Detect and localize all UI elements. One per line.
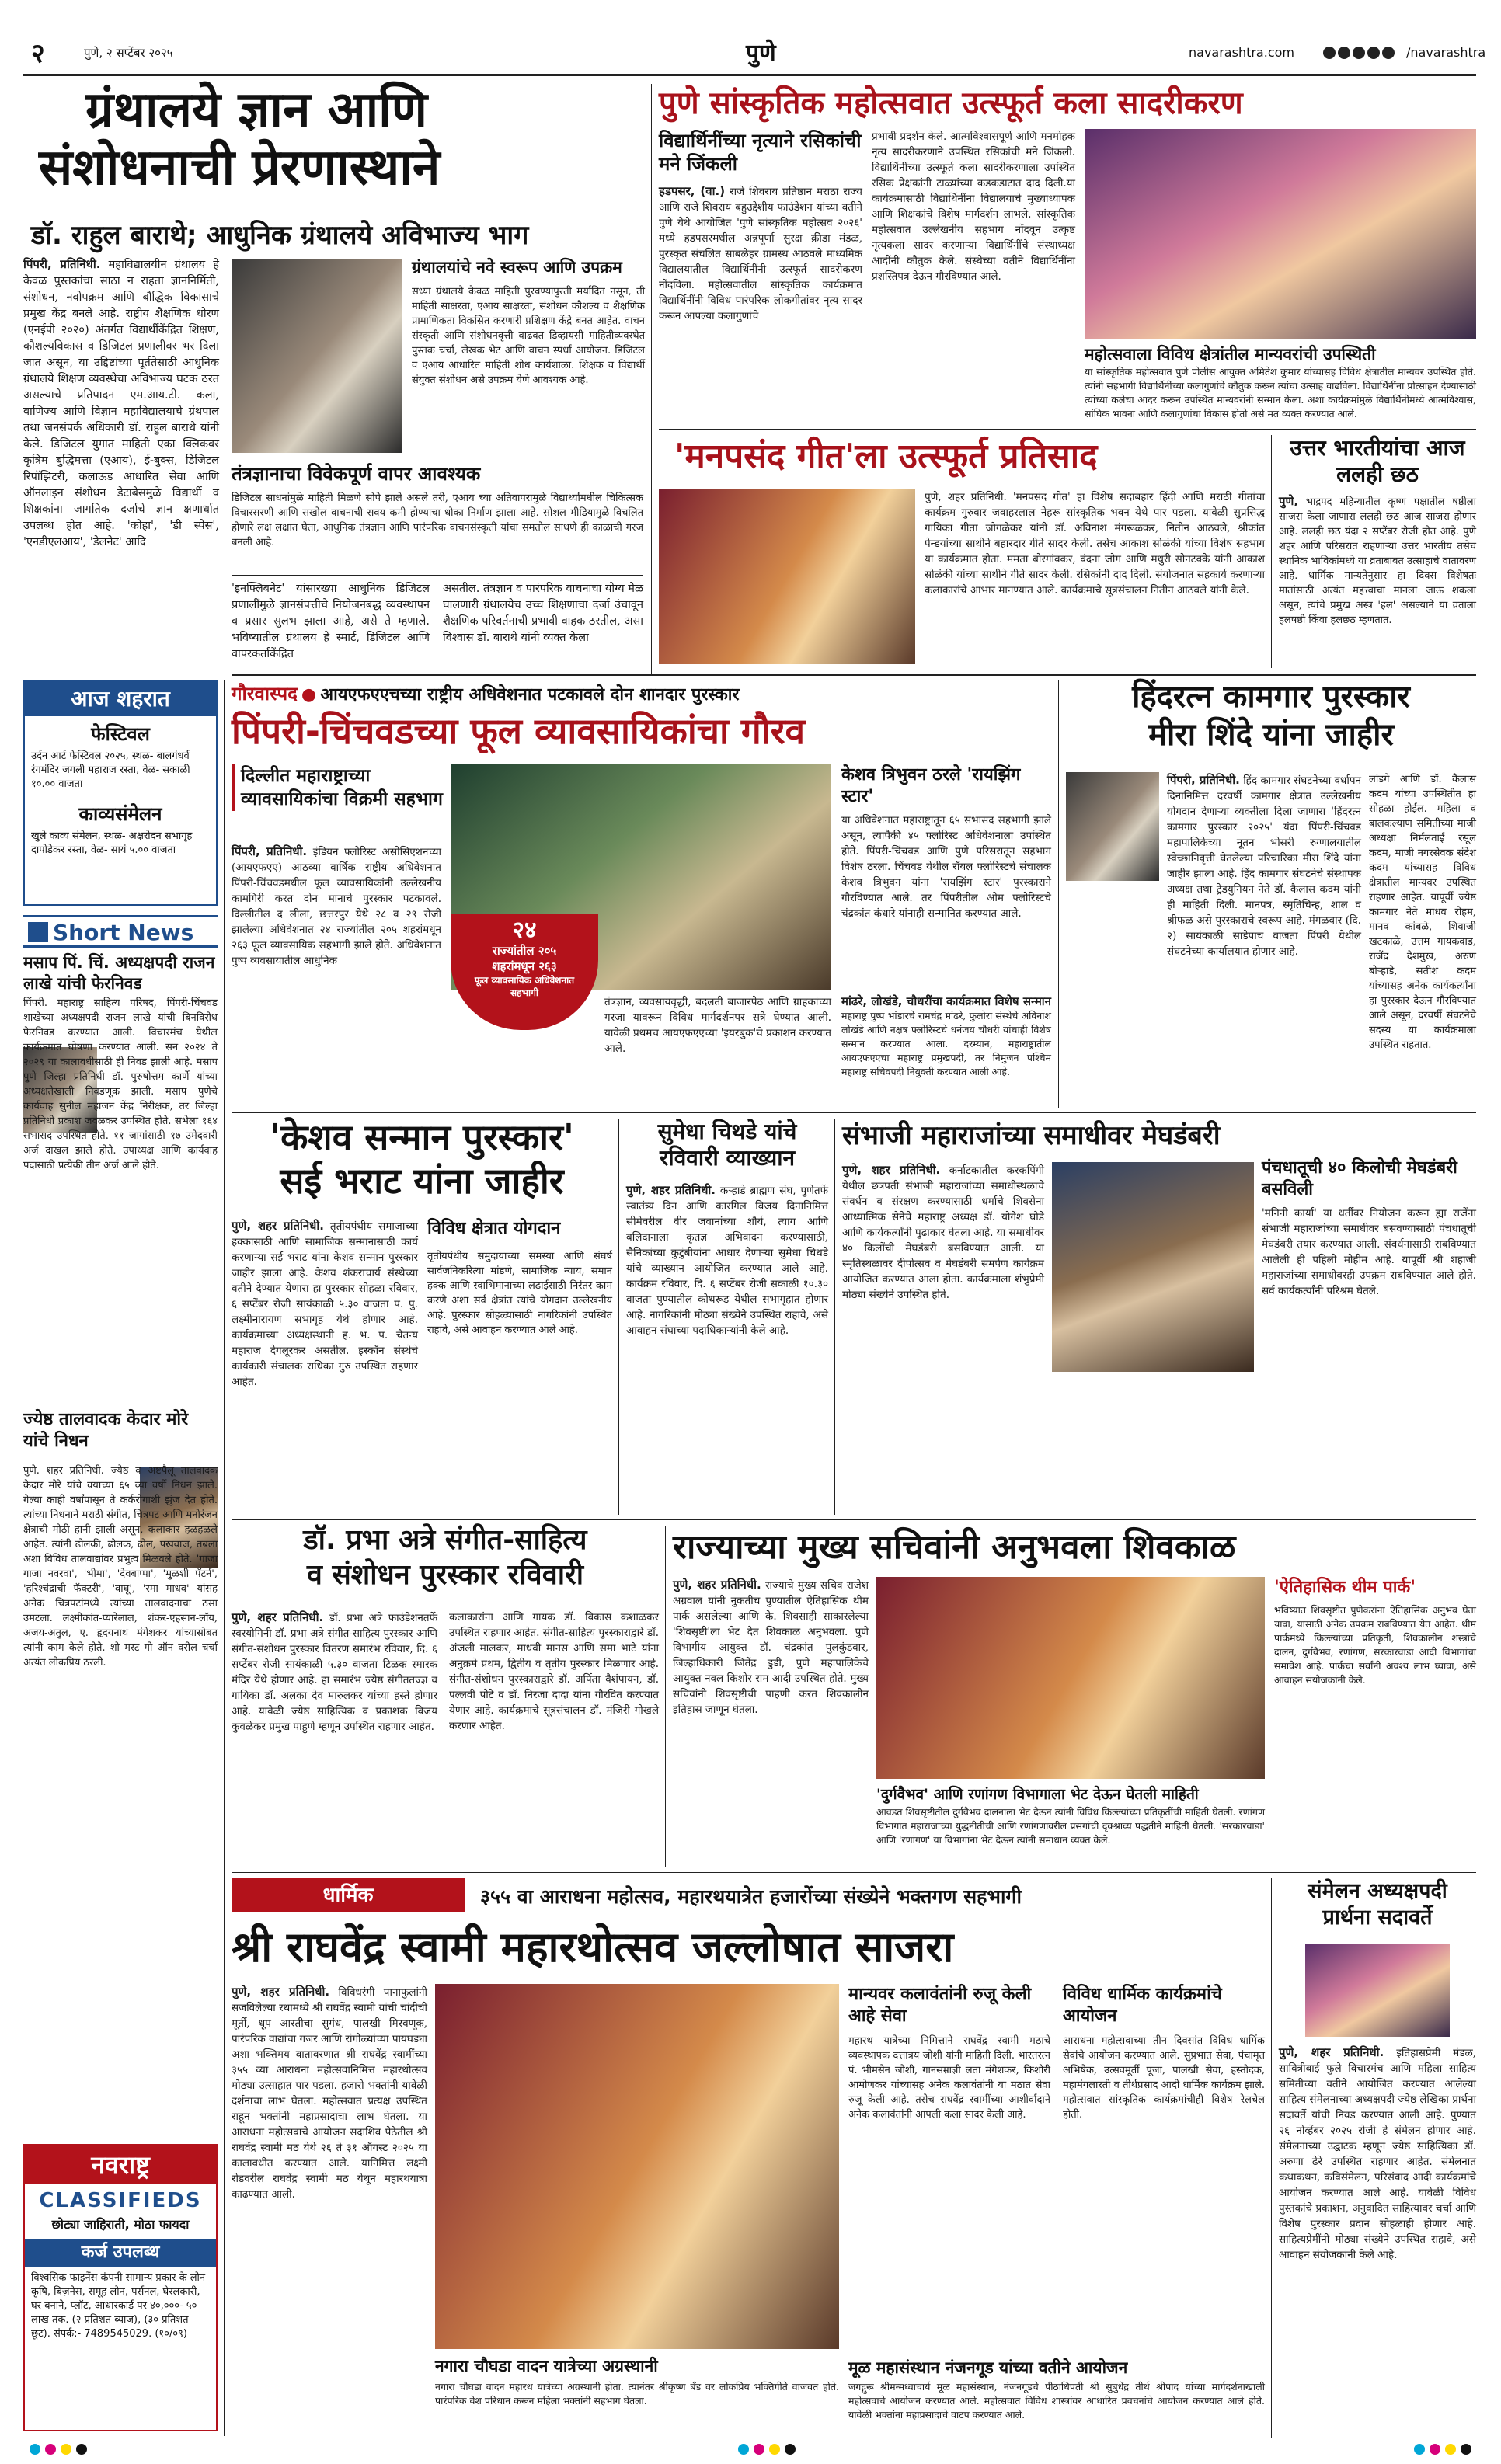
page-number: २ (31, 38, 45, 69)
mandhe-body: मांढरे, लोखंडे, चौधरींचा कार्यक्रमात विशेष सन्मान महाराष्ट्र पुष्प भांडारचे रामचंद्र मांढरे, फुलोरा संस्थेचे अविनाश लोखंडे आणि नक्षत्र फ्लोरिस्टचे धनंजय चौधरी यांचाही विशेष सन्मान करण्यात आला. दरम्यान, महाराष्ट्रातील आयएफएएचा महाराष्ट्र प्रमुखपदी, तर निमुजन पश्चिम महाराष्ट्र सचिवपदी नियुक्ती करण्यात आली आहे. (841, 994, 1051, 1077)
library-headline-1: ग्रंथालये ज्ञान आणि (85, 82, 428, 139)
sammelan-headline-1: संमेलन अध्यक्षपदी (1308, 1879, 1447, 1903)
hindratna-col2: लांडगे आणि डॉ. कैलास कदम यांच्या उपस्थितीत हा सोहळा होईल. महिला व बालकल्याण समितीच्या माजी अध्यक्षा निर्मलताई रसूल कदम, माजी नगरसेवक संदेश कदम यांच्यासह विविध क्षेत्रातील मान्यवर उपस्थित राहणार आहेत. यापूर्वी ज्येष्ठ कामगार नेते माधव रोहम, मानव कांबळे, शिवाजी खटकाळे, उत्तम गायकवाड, राजेंद्र देशमुख, अरुण बोऱ्हाडे, सतीश कदम यांच्यासह अनेक कार्यकर्त्यांना हा पुरस्कार देऊन गौरविण्यात आले असून, दरवर्षी संघटनेचे सदस्य या कार्यक्रमाला उपस्थित राहतात. (1369, 774, 1476, 1051)
classifieds-ad: विश्वसिक फाइनेंस कंपनी सामान्य प्रकार के लोन कृषि, बिज़नेस, समूह लोन, पर्सनल, घेरलकारी, घर बनाने, प्लॉट, आधारकार्ड पर ४०,०००- ५० लाख तक. (२ प्रतिशत ब्याज), (३० प्रतिशत छूट). संपर्क:- 7489545029. (१०/०९) (31, 2272, 206, 2340)
religious-photo (435, 1984, 839, 2349)
religious-sub1-heading: मान्यवर कलावंतांनी रुजू केली आहे सेवा (848, 1985, 1032, 2026)
keshav-headline-2: सई भराट यांना जाहीर (280, 1159, 564, 1202)
shivkal-body: पुणे, शहर प्रतिनिधी. राज्याचे मुख्य सचिव राजेश अग्रवाल यांनी नुकतीच पुण्यातील ऐतिहासिक थीम पार्क असलेल्या आणि के. शिवसाही साकारलेल्या 'शिवसृष्टी'ला भेट देत शिवकाळ अनुभवला. पुणे विभागीय आयुक्त डॉ. चंद्रकांत पुलकुंडवार, जिल्हाधिकारी जितेंद्र डुडी, पुणे महापालिकेचे आयुक्त नवल किशोर राम आदी उपस्थित होते. मुख्य सचिवांनी शिवसृष्टीची पाहणी करत शिवकालीन इतिहास जाणून घेतला. (673, 1578, 869, 1716)
sammelan-headline-2: प्रार्थना सदावर्ते (1322, 1905, 1433, 1930)
black-dot-2 (785, 2444, 796, 2455)
award-sidebar: दिल्लीत महाराष्ट्राच्या व्यावसायिकांचा विक्रमी सहभाग (232, 764, 445, 811)
short-news-item2-body: पुणे. शहर प्रतिनिधी. ज्येष्ठ व अष्टपैलू तालवादक केदार मोरे यांचे वयाच्या ६५ व्या वर्षी निधन झाले. गेल्या काही वर्षांपासून ते कर्करोगाशी झुंज देत होते. त्यांच्या निधनाने मराठी संगीत, चित्रपट आणि मनोरंजन क्षेत्राची मोठी हानी झाली असून, कलाकार हळहळले आहेत. त्यांनी ढोलकी, ढोलक, ढोल, पखवाज, तबला अशा विविध तालवाद्यांवर प्रभुत्व मिळवले होते. 'गाजा गाजा नवरवा', 'भीमा', 'देवबाप्पा', 'मुळशी पॅटर्न', 'हरिश्चंद्राची फॅक्टरी', 'वाघू', 'रमा माधव' यांसह अनेक चित्रपटांमध्ये त्यांच्या तालवादनाचा ठसा उमटला. लक्ष्मीकांत-प्यारेलाल, शंकर-एहसान-लॉय, अजय-अतुल, ए. हृदयनाथ मंगेशकर यांच्यासोबत त्यांनी काम केले होते. शो मस्ट गो ऑन वरील चर्चा अत्यंत लोकप्रिय ठरली. (23, 1465, 218, 1669)
magenta-dot-2 (754, 2444, 764, 2455)
library-col-a: 'इनफ्लिबनेट' यांसारख्या आधुनिक डिजिटल प्रणालींमुळे ज्ञानसंपत्तीचे नियोजनबद्ध व्यवस्थापन व प्रसार सुलभ झाला आहे, असे ते म्हणाले. भविष्यातील ग्रंथालय हे स्मार्ट, डिजिटल आणि वापरकर्ताकेंद्रित (232, 583, 430, 660)
yellow-dot (61, 2444, 71, 2455)
shivkal-sidebar-body: भविष्यात शिवसृष्टीत पुणेकरांना ऐतिहासिक अनुभव घेता यावा, यासाठी अनेक उपक्रम राबविण्यात येत आहेत. थीम पार्कमध्ये किल्ल्यांच्या प्रतिकृती, शिवकालीन शस्त्रांचे दालन, दुर्गवैभव, रणांगण, सरकारवाडा आदी विभागांचा समावेश आहे. पार्कचा सर्वांनी अवश्य लाभ घ्यावा, असे आवाहन संयोजकांनी केले. (1274, 1604, 1476, 1686)
classifieds-section: कर्ज उपलब्ध (25, 2239, 216, 2267)
shivkal-photo (876, 1577, 1265, 1779)
festival-col1: हडपसर, (वा.) राजे शिवराय प्रतिष्ठान मराठा राज्य आणि राजे शिवराय बहुउद्देशीय फाउंडेशन यांच्या वतीने पुणे येथे आयोजित 'पुणे सांस्कृतिक महोत्सव २०२६' मध्ये हडपसरमधील अन्नपूर्णा सुरक्ष क्रीडा मंडळ, पुरस्कृत संचलित साबळेहर ग्रामस्थ आठवले माध्यमिक विद्यालयातील विद्यार्थिनींनी उत्स्फूर्त सादरीकरण नोंदविला. महोत्सवातील सांस्कृतिक कार्यक्रमात विद्यार्थिनींनी विविध पारंपरिक लोकगीतांवर नृत्य सादर करून आपल्या कलागुणांचे (659, 184, 862, 322)
uttar-headline: उत्तर भारतीयांचा आज ललही छठ (1290, 435, 1465, 487)
prabha-headline-1: डॉ. प्रभा अत्रे संगीत-साहित्य (303, 1524, 587, 1556)
religious-sub2-body: आराधना महोत्सवाच्या तीन दिवसांत विविध धार्मिक सेवांचे आयोजन करण्यात आले. सुप्रभात सेवा, पंचामृत अभिषेक, उत्सवमूर्ती पूजा, पालखी सेवा, हस्तोदक, महामंगलारती व तीर्थप्रसाद आदी धार्मिक कार्यक्रम झाले. महोत्सवात सांस्कृतिक कार्यक्रमांचीही विशेष रेलचेल होती. (1063, 2035, 1265, 2121)
sambhaji-body: पुणे, शहर प्रतिनिधी. कर्नाटकातील करकपिंगी येथील छत्रपती संभाजी महाराजांच्या समाधीस्थळाचे संवर्धन व संरक्षण करण्यासाठी धर्माचे शिवसेना आध्यात्मिक सेनेचे महाराष्ट्र अध्यक्ष डॉ. योगेश घोडे आणि कार्यकर्त्यांनी पुढाकार घेतला आहे. या समाधीवर ४० किलोंची मेघडंबरी बसविण्यात आली. या स्मृतिस्थळावर दीपोत्सव व मेघडंबरी समर्पण कार्यक्रम आयोजित करण्यात आला होता. कार्यक्रमाला शंभुप्रेमी मोठ्या संख्येने उपस्थित होते. (842, 1163, 1045, 1301)
song-body: पुणे, शहर प्रतिनिधी. 'मनपसंद गीत' हा विशेष सदाबहार हिंदी आणि मराठी गीतांचा कार्यक्रम गुरुवार जवाहरलाल नेहरू सांस्कृतिक भवन येथे पार पडला. यावेळी सुप्रसिद्ध गायिका गीता जोगळेकर यांनी डॉ. अविनाश मंगरूळकर, नितीन आठवले, श्रीकांत पेन्डयांच्या साथीने बहारदार गीते सादर केली. तसेच आकाश सोळंकी यांच्या विशेष सहभाग या कार्यक्रमात होता. ममता बोरगांवकर, वंदना जोग आणि मधुरी सोनटक्के यांनी आकाश सोळंकी यांच्या साथीने गीते सादर केली. रसिकांनी दाद दिली. संयोजनात सहकार्य करणाऱ्या कलाकारांचे आभार मानण्यात आले. कार्यक्रमाचे सूत्रसंचालन नितीन आठवले यांनी केले. (925, 491, 1265, 597)
today-item2-heading: काव्यसंमेलन (78, 803, 162, 825)
keshav-samman-body: पुणे, शहर प्रतिनिधी. तृतीयपंथीय समाजाच्या हक्कासाठी आणि सामाजिक सन्मानासाठी कार्य करणाऱ्या सई भराट यांना केशव सन्मान पुरस्कार जाहीर झाला आहे. केशव शंकराचार्य संस्थेच्या वतीने देण्यात येणारा हा पुरस्कार सोहळा रविवार, ६ सप्टेंबर रोजी सायंकाळी ५.३० वाजता प. पु. लक्ष्मीनारायण सभागृह येथे होणार आहे. कार्यक्रमाच्या अध्यक्षस्थानी ह. भ. प. चैतन्य महाराज देगलूरकर असतील. इस्कॉन संस्थेचे कार्यकारी संचालक राधिका गुरु उपस्थित राहणार आहेत. (232, 1219, 418, 1388)
award-kicker: गौरवास्पद ● आयएफएएचच्या राष्ट्रीय अधिवेशनात पटकावले दोन शानदार पुरस्कार (232, 683, 740, 705)
hindratna-headline-1: हिंदरत्न कामगार पुरस्कार (1132, 679, 1410, 715)
religious-body: पुणे, शहर प्रतिनिधी. विविधरंगी पानाफुलांनी सजविलेल्या रथामध्ये श्री राघवेंद्र स्वामी यांची चांदीची मूर्ती, धूप आरतीचा सुगंध, पालखी मिरवणूक, पारंपरिक वाद्यांचा गजर आणि रांगोळ्यांच्या पायघड्या अशा भक्तिमय वातावरणात श्री राघवेंद्र स्वामींच्या ३५५ व्या आराधना महोत्सवानिमित्त महारथोत्सव मोठ्या उत्साहात पार पडला. हजारो भक्तांनी यावेळी दर्शनाचा लाभ घेतला. महोत्सवात प्रत्यक्ष उपस्थित राहून भक्तांनी महाप्रसादाचा लाभ घेतला. या आराधना महोत्सवाचे आयोजन सदाशिव पेठेतील श्री राघवेंद्र स्वामी मठ येथे २६ ते ३१ ऑगस्ट २०२५ या कालावधीत करण्यात आले. यानिमित्त लक्ष्मी रोडवरील राघवेंद्र स्वामी मठ येथून महारथयात्रा काढण्यात आली. (232, 1985, 428, 2201)
sumedha-body: पुणे, शहर प्रतिनिधी. कऱ्हाडे ब्राह्मण संघ, पुणेतर्फे स्वातंत्र्य दिन आणि कारगिल विजय दिनानिमित्त सीमेवरील वीर जवानांच्या शौर्य, त्याग आणि बलिदानाला कृतज्ञ अभिवादन करण्यासाठी, सैनिकांच्या कुटुंबीयांना आधार देणाऱ्या सुमेधा चिथडे यांचे व्याख्यान आयोजित करण्यात आले आहे. कार्यक्रम रविवार, दि. ६ सप्टेंबर रोजी सकाळी १०.३० वाजता पुण्यातील कोथरूड येथील सभागृहात होणार आहे. नागरिकांनी मोठ्या संख्येने उपस्थित राहावे, असे आवाहन संघाच्या पदाधिकाऱ्यांनी केले आहे. (626, 1183, 829, 1337)
keshav-samman-story (232, 1116, 612, 1515)
library-subhead: डॉ. राहुल बाराथे; आधुनिक ग्रंथालये अविभाज्य भाग (31, 220, 529, 251)
black-dot (76, 2444, 87, 2455)
cyan-dot-3 (1414, 2444, 1425, 2455)
religious-headline: श्री राघवेंद्र स्वामी महारथोत्सव जल्लोषात साजरा (232, 1923, 954, 1972)
short-news-item1-body: पिंपरी. महाराष्ट्र साहित्य परिषद, पिंपरी-चिंचवड शाखेच्या अध्यक्षपदी राजन लाखे यांची बिनविरोध फेरनिवड करण्यात आली. विचारमंच येथील कार्यक्रमात घोषणा करण्यात आली. सन २०२४ ते २०२९ या कालावधीसाठी ही निवड झाली आहे. मसाप पुणे जिल्हा प्रतिनिधी डॉ. पुरुषोत्तम कार्णे यांच्या अध्यक्षतेखाली निवडणूक झाली. मसाप पुणेचे कार्यवाह सुनील महाजन केंद्र निरीक्षक, तर जिल्हा प्रतिनिधी प्रकाश जवळकर उपस्थित होते. सभेला १६४ सभासद उपस्थित होते. ११ जागांसाठी १७ उमेदवारी अर्ज दाखल झाले होते. उपाध्यक्ष आणि कार्यवाह पदासाठी प्रत्येकी तीन अर्ज आले होते. (23, 997, 218, 1171)
festival-photo-text: या सांस्कृतिक महोत्सवात पुणे पोलीस आयुक्त अमितेश कुमार यांच्यासह विविध क्षेत्रातील मान्यवर उपस्थित होते. त्यांनी सहभागी विद्यार्थिनींच्या कलागुणांचे कौतुक करून त्यांचा उत्साह वाढविला. विद्यार्थिनींना प्रोत्साहन देण्यासाठी त्यांच्या कलेचा आदर करून उपस्थित मान्यवरांनी सन्मान केला. अशा कार्यक्रमांमुळे विद्यार्थिनींमध्ये आत्मविश्वास, सांघिक भावना आणि कलागुणांचा विकास होतो असे मत व्यक्त करण्यात आले. (1085, 366, 1476, 419)
short-news-item1-head: मसाप पिं. चिं. अध्यक्षपदी राजन लाखे यांची फेरनिवड (23, 953, 215, 993)
award-body2: तंत्रज्ञान, व्यवसायवृद्धी, बदलती बाजारपेठ आणि ग्राहकांच्या गरजा यावरून विविध मार्गदर्शनपर सत्रे घेण्यात आली. यावेळी प्रथमच आयएफएएच्या 'इयरबुक'चे प्रकाशन करण्यात आले. (604, 996, 831, 1055)
keshav-body: या अधिवेशनात महाराष्ट्रातून ६५ सभासद सहभागी झाले असून, त्यापैकी ४५ फ्लोरिस्ट अधिवेशनाला उपस्थित होते. पिंपरी-चिंचवड आणि पुणे परिसरातून सहभाग विशेष ठरला. चिंचवड येथील रॉयल फ्लोरिस्टचे संचालक केशव त्रिभुवन यांना 'रायझिंग स्टार' पुरस्काराने गौरविण्यात आले. तर पिंपरीतील ओम फ्लोरिस्टचे चंद्रकांत कंधारे यांनाही सन्मानित करण्यात आले. (841, 814, 1051, 920)
festival-subhead: विद्यार्थिनींच्या नृत्याने रसिकांची मने जिंकली (659, 130, 862, 175)
short-news-title: Short News (23, 915, 218, 948)
sumedha-story (626, 1119, 828, 1515)
religious-kicker: ३५५ वा आराधना महोत्सव, महारथयात्रेत हजारोंच्या संख्येने भक्तगण सहभागी (480, 1885, 1022, 1908)
today-item1-text: उर्दन आर्ट फेस्टिवल २०२५, स्थळ- बालगंधर्व रंगमंदिर जगली महाराज रस्ता, वेळ- सकाळी १०.०० वाजता (31, 750, 190, 790)
religious-sub3-body: जगद्गुरू श्रीमन्मध्वाचार्य मूळ महासंस्थान, नंजनगूडचे पीठाधिपती श्री सुबुधेंद्र तीर्थ श्रीपाद यांच्या मार्गदर्शनाखाली महोत्सवाचे आयोजन करण्यात आले. महोत्सवात विविध शास्त्रांवर आधारित प्रवचनांचे आयोजन करण्यात आले होते. यावेळी भक्तांना महाप्रसादाचे वाटप करण्यात आले. (848, 2381, 1265, 2420)
uttar-body: पुणे, भाद्रपद महिन्यातील कृष्ण पक्षातील षष्ठीला साजरा केला जाणारा ललही छठ आज साजरा होणार आहे. ललही छठ यंदा २ सप्टेंबर रोजी होत आहे. पुणे शहर आणि परिसरात राहणाऱ्या उत्तर भारतीय तसेच स्थानिक भाविकांमध्ये या व्रताबाबत उत्साहाचे वातावरण आहे. धार्मिक मान्यतेनुसार हा दिवस विशेषतः मातांसाठी अत्यंत महत्त्वाचा मानला जाऊ शकला असून, त्यांचे प्रमुख अस्त्र 'हल' असल्याने या व्रताला हलषष्ठी किंवा हलछठ म्हणतात. (1279, 494, 1476, 626)
hindratna-story (1066, 680, 1476, 1108)
today-item2-text: खुले काव्य संमेलन, स्थळ- अक्षरोदन सभागृह दापोडेकर रस्ता, वेळ- सायं ५.०० वाजता (31, 830, 193, 856)
library-headline-2: संशोधनाची प्रेरणास्थाने (39, 139, 441, 197)
black-dot-3 (1461, 2444, 1471, 2455)
shivkal-caption-body: आवडत शिवसृष्टीतील दुर्गवैभव दालनाला भेट देऊन त्यांनी विविध किल्ल्यांच्या प्रतिकृतींची माहिती घेतली. रणांगण विभागात महाराजांच्या युद्धनीतीची आणि रणांगणावरील प्रसंगांची दृक्श्राव्य पद्धतीने माहिती घेतली. 'सरकारवाडा' आणि 'रणांगण' या विभागांना भेट देऊन त्यांनी समाधान व्यक्त केले. (876, 1806, 1265, 1846)
sumedha-headline-1: सुमेधा चिथडे यांचे (657, 1119, 797, 1144)
religious-story (232, 1878, 1265, 2438)
religious-kicker-row (232, 1878, 1265, 1912)
shivkal-caption: 'दुर्गवैभव' आणि रणांगण विभागाला भेट देऊन घेतली माहिती (876, 1786, 1199, 1803)
cyan-dot-2 (738, 2444, 749, 2455)
library-col-b: असतील. तंत्रज्ञान व पारंपरिक वाचनाचा योग्य मेळ घालणारी ग्रंथालयेच उच्च शिक्षणाचा दर्जा उंचावून शैक्षणिक परिवर्तनाची प्रभावी वाहक ठरतील, असा विश्वास डॉ. बाराथे यांनी व्यक्त केला (443, 583, 643, 644)
yellow-dot-2 (769, 2444, 780, 2455)
magenta-dot (45, 2444, 56, 2455)
tech-body: डिजिटल साधनांमुळे माहिती मिळणे सोपे झाले असले तरी, एआय च्या अतिवापरामुळे विद्यार्थ्यांमधील चिकित्सक विचारसरणी आणि सखोल वाचनाची सवय कमी होण्याचा धोका निर्माण झाला आहे. सोशल मीडियामुळे विचलित होणारे लक्ष लक्षात घेता, आधुनिक तंत्रज्ञान आणि पारंपरिक वाचनसंस्कृती यांचा समतोल साधणे ही काळाची गरज बनली आहे. (232, 492, 643, 548)
facebook-icon[interactable] (1323, 47, 1336, 59)
religious-photo-caption-body: नगारा चौघडा वादन महारथ यात्रेच्या अग्रस्थानी होता. त्यानंतर श्रीकृष्ण बँड वर लोकप्रिय भक्तिगीते वाजवत होते. पारंपरिक वेश परिधान करून महिला भक्तांनी सहभाग घेतला. (435, 2381, 839, 2407)
prabha-headline-2: व संशोधन पुरस्कार रविवारी (306, 1558, 584, 1591)
today-item1-heading: फेस्टिवल (91, 723, 150, 745)
magenta-dot-3 (1430, 2444, 1440, 2455)
classifieds-box (23, 2144, 218, 2431)
today-city-box (23, 680, 218, 906)
library-photo (232, 259, 402, 453)
religious-sub3-heading: मूळ महासंस्थान नंजनगूड यांच्या वतीने आयोजन (848, 2358, 1128, 2377)
classifieds-title: CLASSIFIEDS (39, 2189, 202, 2212)
x-icon[interactable] (1353, 47, 1365, 59)
tech-heading: तंत्रज्ञानाचा विवेकपूर्ण वापर आवश्यक (232, 463, 481, 485)
short-news-icon (28, 922, 48, 942)
uttar-bharatiya-story (1279, 435, 1476, 668)
sumedha-headline-2: रविवारी व्याख्यान (659, 1145, 796, 1171)
sambhaji-sub-body: 'मनिनी कार्या' या धर्तीवर नियोजन करून ह्या राजेंना संभाजी महाराजांच्या समाधीवर बसवण्यासाठी पंचधातूची मेघडंबरी तयार करण्यात आली. संवर्धनासाठी राबविण्यात आलेली ही पहिली मोहीम आहे. यापूर्वी श्री शहाजी महाराजांच्या समाधीवरही उपक्रम राबविण्यात आले होते. सर्व कार्यकर्त्यांनी परिश्रम घेतले. (1262, 1207, 1476, 1297)
cultural-festival-story (659, 84, 1476, 426)
favourite-song-story (659, 435, 1265, 668)
song-photo (659, 489, 915, 664)
religious-sub2-heading: विविध धार्मिक कार्यक्रमांचे आयोजन (1063, 1985, 1222, 2026)
today-city-title: आज शहरात (25, 682, 216, 716)
library-story (23, 84, 645, 674)
prabha-body: पुणे, शहर प्रतिनिधी. डॉ. प्रभा अत्रे फाउंडेशनतर्फे स्वरयोगिनी डॉ. प्रभा अत्रे संगीत-साहित्य पुरस्कार आणि संगीत-संशोधन पुरस्कार वितरण समारंभ रविवार, दि. ६ सप्टेंबर रोजी सायंकाळी ५.३० वाजता टिळक स्मारक मंदिर येथे होणार आहे. हा समारंभ ज्येष्ठ संगीततज्ज्ञ व गायिका डॉ. अलका देव मारुलकर यांच्या हस्ते होणार आहे. यावेळी ज्येष्ठ साहित्यिक व प्रकाशक विजय कुवळेकर प्रमुख पाहुणे म्हणून उपस्थित राहणार आहेत. (232, 1610, 438, 1733)
shivkal-headline: राज्याच्या मुख्य सचिवांनी अनुभवला शिवकाळ (673, 1527, 1236, 1567)
festival-photo-caption: महोत्सवाला विविध क्षेत्रांतील मान्यवरांची उपस्थिती (1085, 345, 1376, 364)
religious-tag: धार्मिक (232, 1878, 465, 1912)
youtube-icon[interactable] (1367, 47, 1380, 59)
award-badge: २४ राज्यांतील २०५ शहरांमधून २६३ फूल व्यावसायिक अधिवेशनात सहभागी (451, 914, 598, 1030)
keshav-headline-1: 'केशव सन्मान पुरस्कार' (270, 1116, 574, 1158)
song-headline: 'मनपसंद गीत'ला उत्स्फूर्त प्रतिसाद (674, 437, 1098, 476)
sammelan-story (1279, 1878, 1476, 2438)
classifieds-brand: नवराष्ट्र (25, 2146, 216, 2184)
prabha-atre-story (232, 1526, 659, 1867)
shivkal-sidebar (1274, 1577, 1476, 1866)
keshav-sidebar-body: तृतीयपंथीय समुदायाच्या समस्या आणि संघर्ष सार्वजनिकरित्या मांडणे, सामाजिक न्याय, समान हक्क आणि स्वाभिमानाच्या लढाईसाठी निरंतर काम करणे अशा सर्व क्षेत्रांत त्यांचे योगदान उल्लेखनीय आहे. पुरस्कार सोहळ्यासाठी नागरिकांनी उपस्थित राहावे, असे आवाहन करण्यात आले आहे. (427, 1251, 612, 1336)
linkedin-icon[interactable] (1382, 47, 1395, 59)
religious-sub1-body: महारथ यात्रेच्या निमित्ताने राघवेंद्र स्वामी मठाचे व्यवस्थापक दत्तात्रय जोशी यांनी माहिती दिली. भारतरत्न पं. भीमसेन जोशी, गानसम्राज्ञी लता मंगेशकर, किशोरी आमोणकर यांच्यासह अनेक कलावंतांनी या मठात सेवा रुजू केली आहे. तसेच राघवेंद्र स्वामींच्या आशीर्वादाने अनेक कलावंतांनी आपली कला सादर केली आहे. (848, 2035, 1050, 2121)
prarthana-sadavarte-photo (1305, 1944, 1450, 2037)
page-header (23, 38, 1486, 71)
library-body: पिंपरी, प्रतिनिधी. महाविद्यालयीन ग्रंथालय हे केवळ पुस्तकांचा साठा न राहता ज्ञाननिर्मिती, संशोधन, नवोपक्रम आणि बौद्धिक विकासाचे प्रमुख केंद्र बनले आहे. राष्ट्रीय शैक्षणिक धोरण (एनईपी २०२०) अंतर्गत विद्यार्थीकेंद्रित शिक्षण, कौशल्यविकास व डिजिटल प्रणालीवर भर दिला जात असून, या उद्दिष्टांच्या पूर्ततेसाठी आधुनिक ग्रंथालये शिक्षण व्यवस्थेचा अविभाज्य घटक ठरत असल्याचे प्रतिपादन एम.आय.टी. कला, वाणिज्य आणि विज्ञान महाविद्यालयाचे ग्रंथपाल तथा जनसंपर्क अधिकारी डॉ. राहुल बाराथे यांनी केले. डिजिटल युगात माहिती एका क्लिकवर कृत्रिम बुद्धिमत्ता (एआय), ई-बुक्स, डिजिटल रिपॉझिटरी, कलाऊड आधारित सेवा आणि ऑनलाइन संशोधन डेटाबेसमुळे विद्यार्थी व शिक्षकांना जागतिक दर्जाचे ज्ञान क्षणार्धात उपलब्ध होत आहे. 'कोहा', 'डी स्पेस', 'एनडीएलआय', 'डेलनेट' आदि (23, 257, 220, 548)
sammelan-body: पुणे, शहर प्रतिनिधी. इतिहासप्रेमी मंडळ, सावित्रीबाई फुले विचारमंच आणि महिला साहित्य समितीच्या वतीने आयोजित करण्यात आलेल्या साहित्य संमेलनाच्या अध्यक्षपदी ज्येष्ठ लेखिका प्रार्थना सदावर्ते यांची निवड करण्यात आली आहे. पुण्यात २६ नोव्हेंबर २०२५ रोजी हे संमेलन होणार आहे. संमेलनाच्या उद्घाटक म्हणून ज्येष्ठ साहित्यिका डॉ. अरुणा ढेरे उपस्थित राहणार आहेत. संमेलनात कथाकथन, कविसंमेलन, परिसंवाद आदी कार्यक्रमांचे आयोजन करण्यात आले आहे. यावेळी विविध पुस्तकांचे प्रकाशन, अनुवादित साहित्यावर चर्चा आणि विशेष पुरस्कार प्रदान सोहळाही होणार आहे. साहित्यप्रेमींनी मोठ्या संख्येने उपस्थित राहावे, असे आवाहन संयोजकांनी केले आहे. (1279, 2045, 1477, 2261)
sambhaji-story (842, 1119, 1476, 1515)
header-rule (23, 74, 1476, 76)
shivkal-story (673, 1526, 1476, 1867)
award-body: पिंपरी, प्रतिनिधी. इंडियन फ्लोरिस्ट असोसिएशनच्या (आयएफएए) आठव्या वार्षिक राष्ट्रीय अधिवेशनात पिंपरी-चिंचवडमधील फूल व्यावसायिकांनी उल्लेखनीय कामगिरी करत दोन मानाचे पुरस्कार पटकावले. दिल्लीतील द लीला, छत्तरपुर येथे २८ व २९ रोजी झालेल्या अधिवेशनात २४ राज्यांतील २०५ शहरांमधून २६३ फूल व्यावसायिक सहभागी झाले होते. अधिवेशनात पुष्प व्यवसायातील आधुनिक (232, 844, 442, 967)
hindratna-headline-2: मीरा शिंदे यांना जाहीर (1148, 717, 1394, 753)
festival-photo (1085, 129, 1476, 339)
page-date: पुणे, २ सप्टेंबर २०२५ (84, 46, 173, 60)
section-title: पुणे (746, 40, 776, 67)
religious-photo-caption: नगारा चौघडा वादन यात्रेच्या अग्रस्थानी (435, 2357, 658, 2375)
library-sidebar-body: सध्या ग्रंथालये केवळ माहिती पुरवण्यापुरती मर्यादित नसून, ती माहिती साक्षरता, एआय साक्षरता, संशोधन कौशल्य व शैक्षणिक प्रामाणिकता विकसित करणारी प्रशिक्षण केंद्रे बनत आहेत. वाचन संस्कृती आणि संशोधनवृत्ती वाढवत डिव्हायसी माहितीव्यवस्थेत पुस्तक चर्चा, लेखक भेट आणि वाचन स्पर्धा आयोजन. डिजिटल व एआय आधारित माहिती शोध कार्यशाळा. शिक्षक व विद्यार्थी संयुक्त संशोधन असे उपक्रम येणे आवश्यक आहे. (412, 286, 645, 386)
social-handle[interactable]: /navarashtra (1406, 45, 1486, 60)
sambhaji-sub-heading: पंचधातूची ४० किलोची मेघडंबरी बसविली (1262, 1158, 1457, 1199)
website-link[interactable]: navarashtra.com (1189, 45, 1294, 60)
hindratna-col1: पिंपरी, प्रतिनिधी. हिंद कामगार संघटनेच्या वर्धापन दिनानिमित्त दरवर्षी कामगार क्षेत्रात उल्लेखनीय योगदान देणाऱ्या व्यक्तीला दिला जाणारा 'हिंदरत्न कामगार पुरस्कार २०२५' यंदा पिंपरी-चिंचवड महापालिकेच्या नूतन भोसरी रुग्णालयातील स्वेच्छानिवृत्ती घेतलेल्या परिचारिका मीरा शिंदे यांना जाहीर झाला आहे. हिंद कामगार संघटनेचे संस्थापक अध्यक्ष तथा ट्रेडयुनियन नेते डॉ. कैलास कदम यांनी ही माहिती दिली. मानपत्र, स्मृतिचिन्ह, शाल व श्रीफळ असे पुरस्काराचे स्वरूप आहे. मंगळवार (दि. २) सायंकाळी साडेपाच वाजता पिंपरी येथील संघटनेच्या कार्यालयात होणार आहे. (1167, 773, 1362, 958)
short-news (23, 915, 218, 2127)
prabha-col2: कलाकारांना आणि गायक डॉ. विकास कशाळकर उपस्थित राहणार आहेत. संगीत-साहित्य पुरस्काराद्वारे डॉ. अंजली मालकर, माधवी मानस आणि समा भाटे यांना अनुक्रमे प्रथम, द्वितीय व तृतीय पुरस्कार मिळणार आहे. संगीत-संशोधन पुरस्काराद्वारे डॉ. अर्पिता वैशंपायन, डॉ. पल्लवी पोटे व डॉ. निरजा दादा यांना गौरवित करण्यात येणार आहे. कार्यक्रमाचे सूत्रसंचालन डॉ. मंजिरी गोखले करणार आहेत. (449, 1611, 659, 1732)
sambhaji-headline: संभाजी महाराजांच्या समाधीवर मेघडंबरी (842, 1120, 1221, 1151)
meera-shinde-photo (1066, 772, 1159, 881)
library-sidebar-heading: ग्रंथालयांचे नवे स्वरूप आणि उपक्रम (412, 258, 622, 277)
festival-col2: प्रभावी प्रदर्शन केले. आत्मविश्वासपूर्ण आणि मनमोहक नृत्य सादरीकरणाने उपस्थित रसिकांची मने जिंकली. विद्यार्थिनींच्या उत्स्फूर्त कला सादरीकरणाला उपस्थित रसिक प्रेक्षकांनी टाळ्यांच्या कडकडाटात दाद दिली.या कार्यक्रमासाठी विद्यार्थिनींना विद्यालयाचे मुख्याध्यापक आणि शिक्षकांचे विशेष मार्गदर्शन लाभले. सांस्कृतिक महोत्सवात उल्लेखनीय सहभाग नोंदवून उत्कृष्ट नृत्यकला सादर करणाऱ्या विद्यार्थिनींचे संस्थाध्यक्ष आदींनी कौतुक केले. संस्थेच्या वतीने विद्यार्थिनींना प्रशस्तिपत्र देऊन गौरविण्यात आले. (872, 131, 1075, 283)
award-headline: पिंपरी-चिंचवडच्या फूल व्यावसायिकांचा गौरव (232, 710, 806, 752)
festival-headline: पुणे सांस्कृतिक महोत्सवात उत्स्फूर्त कला सादरीकरण (659, 85, 1243, 121)
instagram-icon[interactable] (1338, 47, 1350, 59)
classifieds-tagline: छोट्या जाहिराती, मोठा फायदा (51, 2217, 190, 2232)
keshav-heading: केशव त्रिभुवन ठरले 'रायझिंग स्टार' (841, 765, 1021, 806)
keshav-sidebar-heading: विविध क्षेत्रात योगदान (427, 1219, 561, 1238)
pimpri-award-story (232, 680, 1051, 1108)
cyan-dot (30, 2444, 40, 2455)
short-news-item2-head: ज्येष्ठ तालवादक केदार मोरे यांचे निधन (23, 1410, 189, 1451)
sambhaji-photo (1052, 1162, 1254, 1372)
yellow-dot-3 (1445, 2444, 1456, 2455)
shivkal-sidebar-heading: 'ऐतिहासिक थीम पार्क' (1274, 1578, 1416, 1597)
